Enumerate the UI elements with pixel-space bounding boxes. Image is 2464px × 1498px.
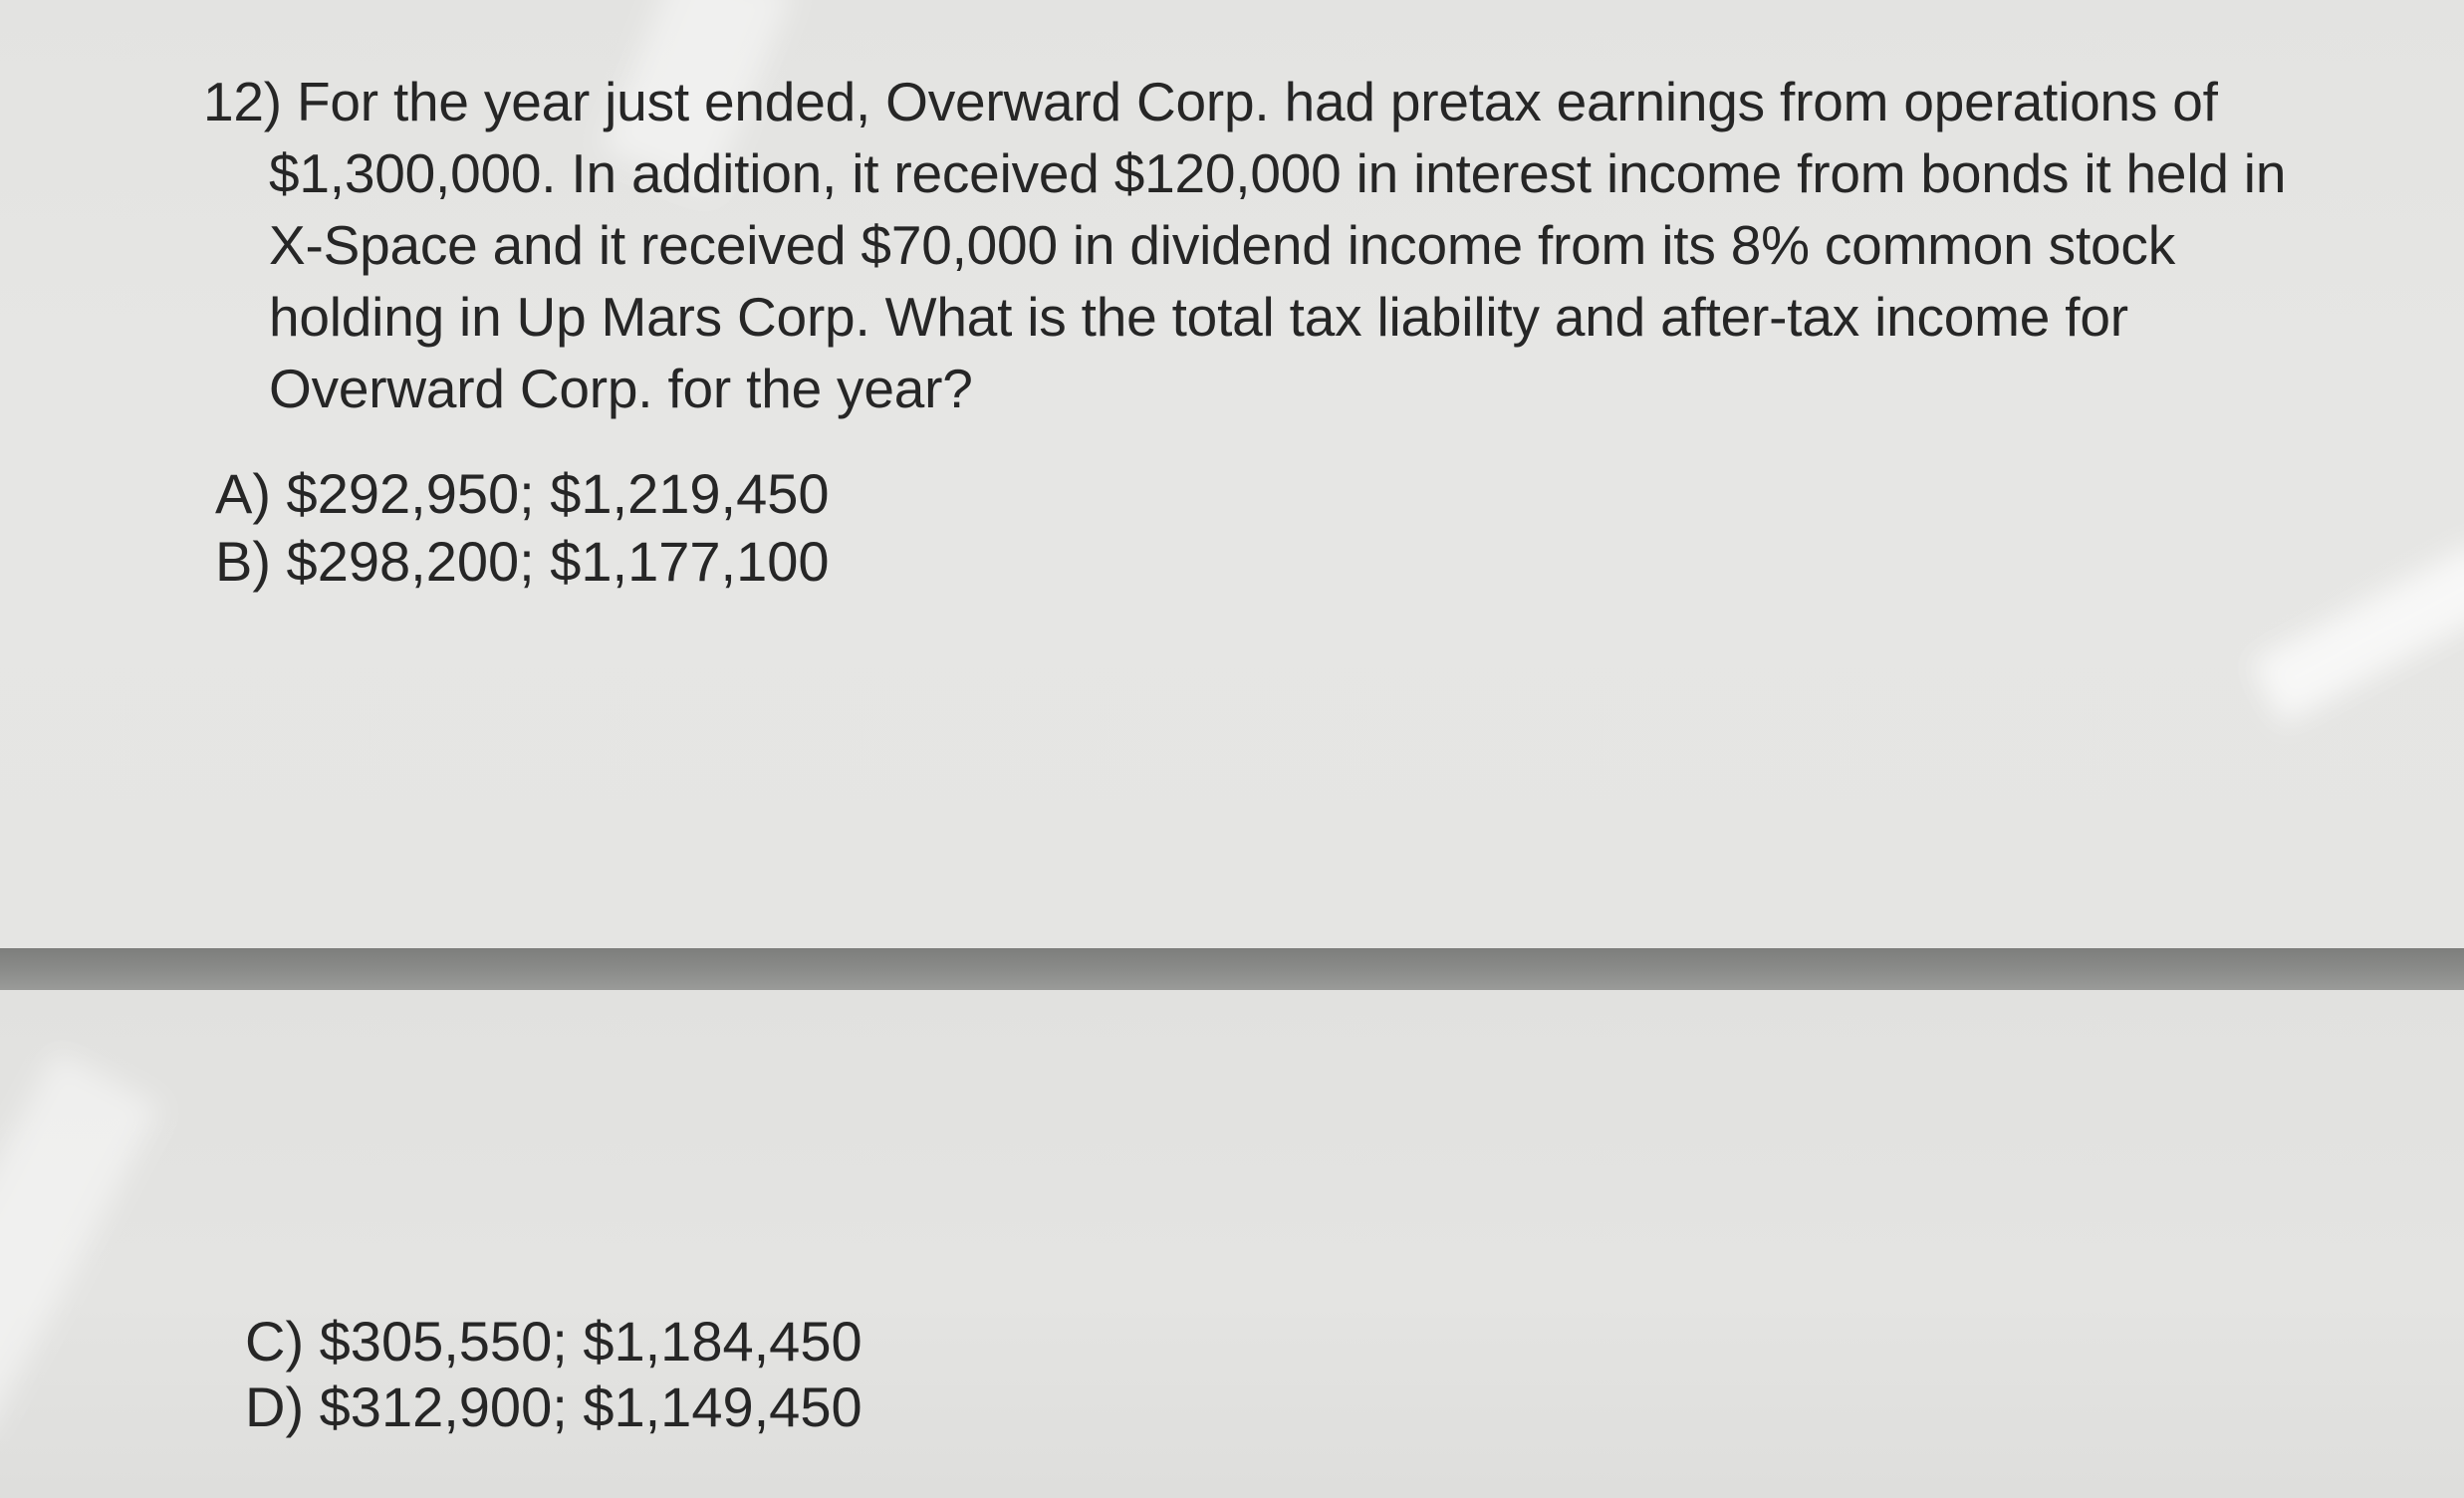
question-line: holding in Up Mars Corp. What is the total tax liability and after-tax income for [269, 286, 2128, 348]
question-line: X-Space and it received $70,000 in dividend income from its 8% common stock [269, 214, 2176, 276]
answer-option-b: B) $298,200; $1,177,100 [215, 530, 830, 593]
question-line: $1,300,000. In addition, it received $120,000 in interest income from bonds it held in [269, 142, 2287, 204]
answer-option-d: D) $312,900; $1,149,450 [245, 1375, 862, 1438]
answer-option-a: A) $292,950; $1,219,450 [215, 462, 830, 525]
answer-options-group-1 [215, 460, 830, 596]
question-text [203, 66, 2374, 424]
question-line: Overward Corp. for the year? [269, 358, 973, 419]
answer-options-group-2 [245, 1309, 862, 1440]
answer-option-c: C) $305,550; $1,184,450 [245, 1310, 862, 1373]
page-divider-band [0, 948, 2464, 990]
question-line: 12) For the year just ended, Overward Corp. had pretax earnings from operations of [203, 71, 2218, 132]
